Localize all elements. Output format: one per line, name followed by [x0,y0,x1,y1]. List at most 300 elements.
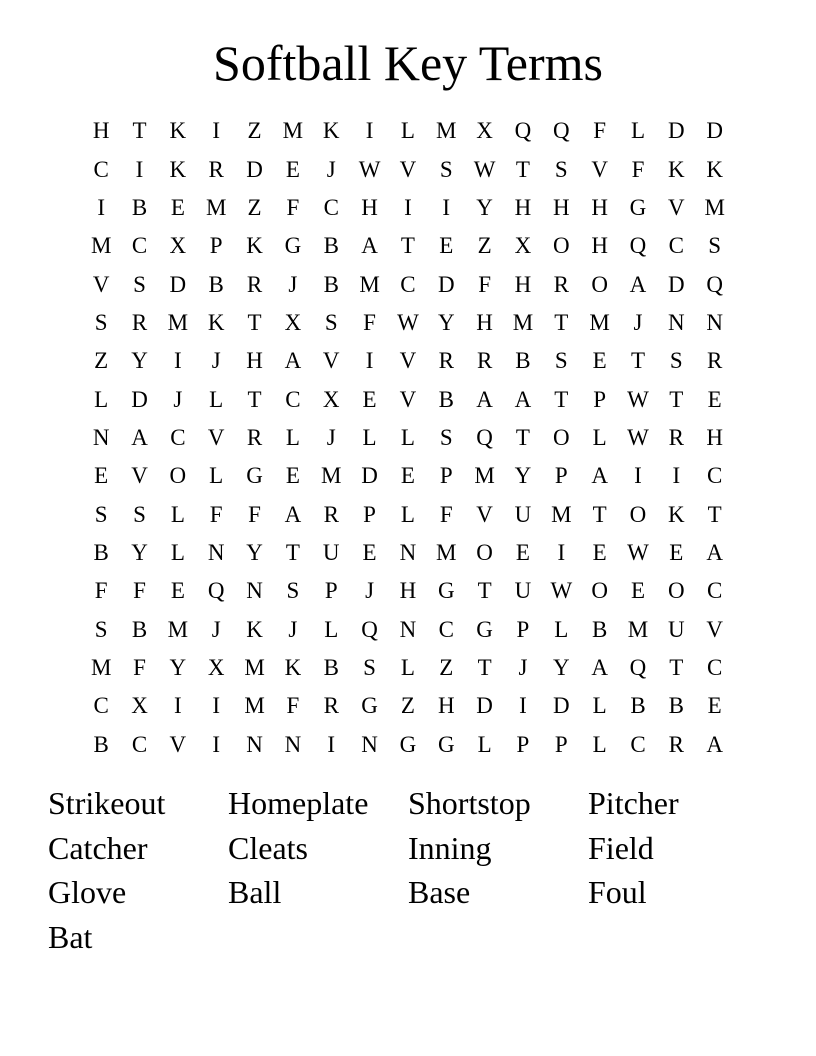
grid-letter: N [92,424,110,450]
grid-letter: S [554,348,568,374]
grid-letter: T [554,309,569,335]
grid-letter: C [630,731,646,757]
grid-letter: G [629,194,647,220]
grid-letter: M [167,309,189,335]
word-list-item: Bat [48,919,93,956]
grid-letter: K [284,654,302,680]
grid-letter: V [476,501,493,527]
grid-letter: T [285,539,300,565]
grid-letter: M [244,654,265,680]
grid-letter: P [554,731,568,757]
grid-letter: D [668,118,685,144]
grid-letter: A [591,654,608,680]
grid-letter: T [707,501,722,527]
grid-letter: S [94,501,108,527]
grid-letter: K [246,233,263,259]
grid-letter: H [514,271,532,297]
grid-letter: G [476,616,493,642]
grid-letter: Y [246,539,263,565]
grid-letter: L [554,616,569,642]
grid-letter: Y [169,654,187,680]
grid-letter: N [246,731,263,757]
grid-letter: R [208,156,224,182]
grid-letter: G [284,233,302,259]
grid-letter: Q [514,118,532,144]
grid-letter: T [477,578,492,604]
grid-letter: C [170,424,186,450]
grid-letter: E [170,194,185,220]
grid-letter: A [706,539,723,565]
grid-letter: B [515,348,531,374]
word-list-item: Cleats [228,829,308,866]
grid-letter: Y [552,654,570,680]
grid-letter: E [515,539,530,565]
grid-letter: M [205,194,227,220]
grid-letter: E [439,233,454,259]
grid-letter: Z [477,233,492,259]
grid-letter: L [477,731,492,757]
grid-letter: Y [131,348,148,374]
grid-letter: L [630,118,646,144]
grid-letter: S [286,578,300,604]
grid-letter: P [439,463,453,489]
grid-row [82,610,734,648]
grid-letter: L [400,118,415,144]
grid-letter: Q [629,233,647,259]
grid-letter: I [212,118,221,144]
grid-letter: I [672,463,681,489]
grid-letter: E [630,578,646,604]
grid-letter: I [442,194,451,220]
grid-row [82,112,734,150]
grid-letter: F [363,309,376,335]
grid-row [82,457,734,495]
grid-row [82,265,734,303]
grid-letter: V [399,156,417,182]
grid-letter: X [322,386,340,412]
grid-letter: T [515,424,530,450]
grid-letter: F [478,271,491,297]
grid-letter: K [246,616,263,642]
grid-letter: Y [476,194,493,220]
grid-letter: F [286,693,300,719]
grid-row [82,342,734,380]
grid-row [82,687,734,725]
grid-letter: Z [247,118,262,144]
grid-letter: S [94,309,108,335]
grid-letter: J [173,386,183,412]
grid-letter: A [284,348,302,374]
grid-letter: F [439,501,453,527]
grid-letter: J [211,348,221,374]
grid-letter: B [93,539,109,565]
grid-letter: B [208,271,224,297]
grid-letter: M [627,616,649,642]
grid-letter: T [630,348,646,374]
grid-letter: L [170,539,185,565]
grid-letter: L [592,693,607,719]
grid-letter: B [323,271,339,297]
grid-letter: Y [514,463,532,489]
word-list-item: Inning [408,829,492,866]
grid-letter: O [476,539,493,565]
grid-letter: J [633,309,643,335]
grid-letter: M [244,693,265,719]
grid-letter: F [631,156,645,182]
grid-letter: P [324,578,338,604]
grid-letter: I [327,731,336,757]
grid-letter: N [246,578,263,604]
grid-letter: M [512,309,534,335]
grid-letter: C [707,578,723,604]
grid-letter: N [668,309,685,335]
grid-letter: L [592,424,607,450]
grid-letter: B [630,693,646,719]
grid-letter: M [90,654,112,680]
word-list-item: Homeplate [228,785,369,821]
grid-letter: L [400,424,415,450]
grid-letter: O [629,501,647,527]
grid-letter: P [363,501,376,527]
grid-row [82,227,734,265]
grid-letter: L [94,386,109,412]
grid-letter: E [285,156,300,182]
grid-letter: L [324,616,339,642]
grid-letter: W [473,156,496,182]
grid-letter: L [209,386,224,412]
grid-letter: T [247,309,262,335]
grid-letter: R [246,271,263,297]
grid-letter: M [167,616,189,642]
grid-letter: H [706,424,723,450]
grid-letter: K [668,156,685,182]
grid-letter: W [627,386,649,412]
grid-letter: M [359,271,380,297]
grid-letter: E [669,539,684,565]
grid-letter: C [438,616,454,642]
grid-letter: E [285,463,300,489]
grid-letter: E [362,539,377,565]
word-list-item: Field [588,829,654,866]
grid-letter: R [438,348,454,374]
grid-letter: Z [439,654,454,680]
grid-letter: J [518,654,528,680]
grid-row [82,150,734,188]
grid-letter: R [668,731,684,757]
grid-letter: S [94,616,108,642]
grid-letter: Z [94,348,109,374]
grid-letter: Q [706,271,723,297]
word-list-item: Shortstop [408,785,531,821]
grid-letter: I [634,463,642,489]
grid-letter: P [554,463,568,489]
grid-letter: V [131,463,148,489]
grid-row [82,189,734,227]
grid-letter: R [131,309,148,335]
grid-letter: J [365,578,375,604]
grid-letter: W [627,539,649,565]
word-list-item: Pitcher [588,785,679,821]
grid-letter: M [436,118,457,144]
grid-letter: E [362,386,377,412]
grid-letter: T [132,118,147,144]
grid-letter: T [669,386,684,412]
grid-letter: A [629,271,647,297]
grid-letter: T [592,501,607,527]
grid-letter: H [92,118,110,144]
grid-letter: V [92,271,110,297]
grid-letter: V [706,616,723,642]
word-list-item: Foul [588,874,647,911]
grid-letter: P [209,233,223,259]
grid-row [82,419,734,457]
grid-letter: F [94,578,108,604]
grid-letter: J [326,156,336,182]
grid-letter: M [90,233,112,259]
grid-letter: G [399,731,417,757]
grid-letter: H [361,194,378,220]
grid-letter: B [93,731,109,757]
grid-letter: T [669,654,684,680]
grid-letter: O [552,424,570,450]
grid-letter: C [323,194,339,220]
grid-letter: M [282,118,304,144]
grid-letter: F [286,194,300,220]
grid-letter: E [94,463,109,489]
grid-letter: H [591,233,608,259]
grid-letter: S [708,233,722,259]
grid-letter: E [592,539,607,565]
grid-row [82,726,734,764]
grid-letter: U [514,578,532,604]
word-list [48,784,788,963]
grid-letter: N [284,731,302,757]
grid-letter: B [131,616,148,642]
grid-letter: X [476,118,493,144]
page-title: Softball Key Terms [213,35,603,91]
grid-letter: G [361,693,378,719]
grid-letter: M [704,194,725,220]
grid-letter: U [668,616,685,642]
grid-letter: W [397,309,419,335]
grid-letter: R [707,348,723,374]
grid-letter: I [212,731,221,757]
grid-letter: D [668,271,685,297]
grid-letter: I [135,156,144,182]
grid-letter: L [592,731,607,757]
grid-letter: K [668,501,685,527]
grid-letter: K [322,118,340,144]
grid-letter: N [207,539,225,565]
grid-letter: F [248,501,261,527]
grid-letter: V [591,156,608,182]
word-list-item: Glove [48,874,127,911]
grid-letter: V [668,194,685,220]
grid-letter: S [439,424,453,450]
grid-letter: V [399,386,417,412]
grid-letter: I [519,693,527,719]
grid-letter: T [247,386,262,412]
grid-letter: C [707,463,723,489]
grid-letter: N [399,539,417,565]
grid-letter: V [207,424,225,450]
grid-letter: S [439,156,453,182]
letter-grid [82,112,734,764]
grid-letter: Y [131,539,148,565]
grid-letter: T [554,386,569,412]
grid-row [82,380,734,418]
grid-letter: T [477,654,492,680]
grid-letter: M [474,463,495,489]
grid-letter: I [404,194,412,220]
grid-letter: I [174,693,182,719]
grid-letter: D [131,386,148,412]
grid-letter: Q [476,424,493,450]
word-list-item: Catcher [48,829,148,866]
grid-letter: R [246,424,263,450]
grid-letter: R [323,501,339,527]
grid-letter: B [591,616,608,642]
grid-letter: X [514,233,532,259]
grid-letter: M [436,539,457,565]
grid-letter: O [552,233,570,259]
grid-letter: Q [207,578,225,604]
grid-letter: W [358,156,381,182]
grid-letter: A [361,233,378,259]
grid-letter: C [93,693,109,719]
grid-letter: L [170,501,185,527]
grid-letter: P [516,731,530,757]
grid-letter: R [553,271,569,297]
grid-letter: J [326,424,336,450]
grid-letter: D [437,271,455,297]
grid-letter: N [361,731,378,757]
grid-letter: C [707,654,723,680]
grid-letter: J [211,616,221,642]
grid-letter: M [589,309,610,335]
grid-letter: S [554,156,568,182]
grid-letter: L [362,424,377,450]
grid-letter: C [131,731,148,757]
grid-letter: O [591,271,608,297]
grid-letter: U [514,501,532,527]
grid-letter: L [209,463,224,489]
grid-letter: K [207,309,225,335]
grid-letter: S [324,309,338,335]
grid-row [82,304,734,342]
grid-letter: D [169,271,187,297]
grid-letter: T [515,156,530,182]
grid-letter: A [284,501,302,527]
grid-letter: F [133,654,146,680]
grid-row [82,534,734,572]
grid-row [82,495,734,533]
grid-letter: D [246,156,263,182]
grid-letter: F [133,578,146,604]
grid-letter: I [557,539,566,565]
grid-letter: L [400,654,415,680]
grid-letter: W [550,578,573,604]
grid-letter: F [593,118,607,144]
grid-letter: Q [361,616,378,642]
grid-letter: R [323,693,339,719]
grid-letter: H [591,194,608,220]
grid-letter: A [476,386,493,412]
grid-letter: H [514,194,532,220]
grid-letter: K [169,156,187,182]
grid-letter: Y [437,309,455,335]
grid-letter: I [365,348,374,374]
grid-letter: B [131,194,148,220]
grid-letter: A [706,731,723,757]
grid-letter: I [365,118,374,144]
grid-letter: A [514,386,532,412]
grid-letter: G [437,578,455,604]
grid-letter: G [437,731,455,757]
grid-letter: V [399,348,417,374]
grid-letter: X [169,233,187,259]
grid-letter: H [246,348,263,374]
grid-letter: H [476,309,493,335]
grid-letter: V [322,348,340,374]
grid-letter: C [93,156,109,182]
grid-letter: Z [400,693,415,719]
grid-letter: R [476,348,493,374]
grid-letter: D [361,463,378,489]
grid-letter: E [707,386,722,412]
grid-letter: A [131,424,148,450]
grid-letter: N [706,309,723,335]
grid-letter: C [668,233,684,259]
word-list-item: Strikeout [48,785,166,821]
grid-letter: V [169,731,187,757]
grid-letter: L [285,424,300,450]
grid-letter: M [321,463,342,489]
grid-letter: B [668,693,684,719]
grid-letter: I [174,348,182,374]
grid-letter: Z [247,194,262,220]
grid-letter: N [399,616,417,642]
grid-letter: X [131,693,148,719]
grid-letter: X [207,654,225,680]
grid-letter: E [400,463,415,489]
grid-row [82,649,734,687]
grid-letter: F [209,501,223,527]
grid-letter: I [97,194,105,220]
grid-letter: P [593,386,607,412]
grid-letter: C [285,386,301,412]
grid-letter: D [476,693,493,719]
grid-letter: K [169,118,187,144]
grid-letter: E [170,578,185,604]
grid-row [82,572,734,610]
word-list-item: Base [408,874,471,911]
grid-letter: E [592,348,607,374]
grid-letter: S [669,348,683,374]
grid-letter: G [246,463,263,489]
grid-letter: Q [552,118,570,144]
grid-letter: E [707,693,722,719]
grid-letter: C [400,271,416,297]
grid-letter: S [133,501,146,527]
grid-letter: H [437,693,455,719]
grid-letter: O [591,578,608,604]
grid-letter: B [323,233,339,259]
grid-letter: T [400,233,415,259]
grid-letter: H [552,194,570,220]
grid-letter: O [169,463,187,489]
grid-letter: O [668,578,685,604]
